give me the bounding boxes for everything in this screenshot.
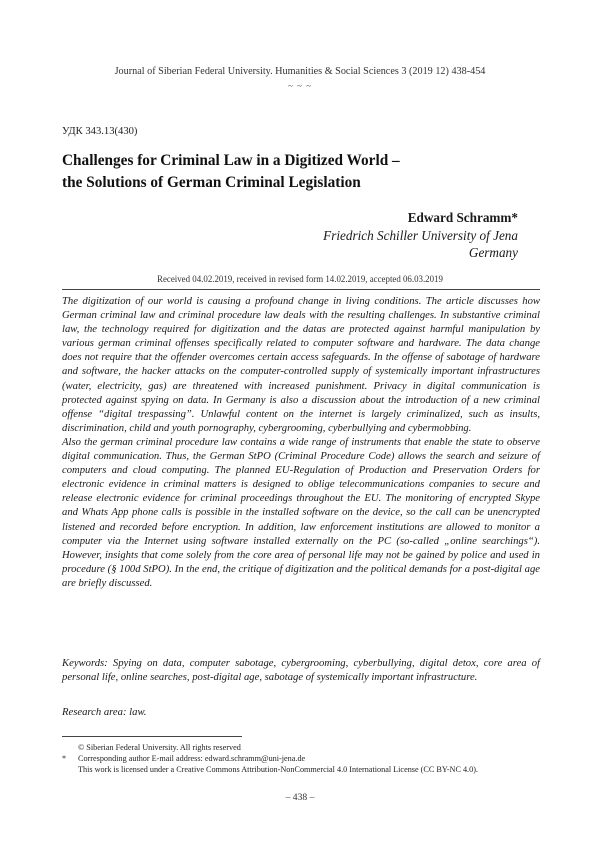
page-number: – 438 – bbox=[285, 792, 315, 803]
author-block bbox=[323, 209, 518, 262]
footnote-divider bbox=[62, 736, 242, 737]
keywords: Keywords: Spying on data, computer sabotage, cybergrooming, cyberbullying, digital detox, core area of personal life, online searches, post-digital age, sabotage of systemically important infrastructure. bbox=[62, 658, 540, 684]
title-line-1: Challenges for Criminal Law in a Digitized World – bbox=[62, 152, 400, 169]
author-country: Germany bbox=[468, 245, 518, 260]
asterisk-mark: * bbox=[62, 754, 67, 764]
research-area: Research area: law. bbox=[62, 707, 147, 718]
header-separator: ~ ~ ~ bbox=[287, 81, 313, 91]
author-affiliation: Friedrich Schiller University of Jena bbox=[323, 227, 518, 243]
footnote-license bbox=[62, 764, 540, 775]
license-text: This work is licensed under a Creative Commons Attribution-NonCommercial 4.0 International License (CC BY-NC 4.0). bbox=[78, 765, 478, 775]
corresponding-author-email: Corresponding author E-mail address: edward.schramm@uni-jena.de bbox=[78, 754, 306, 764]
udc-code: УДК 343.13(430) bbox=[62, 126, 138, 137]
footnote-copyright bbox=[62, 742, 540, 753]
article-title bbox=[62, 150, 532, 194]
title-line-2: the Solutions of German Criminal Legislation bbox=[62, 174, 361, 191]
author-name: Edward Schramm* bbox=[407, 210, 518, 225]
journal-header: Journal of Siberian Federal University. Humanities & Social Sciences 3 (2019 12) 438-454 bbox=[114, 66, 486, 77]
copyright-text: © Siberian Federal University. All rights reserved bbox=[78, 743, 241, 752]
footnote-corresponding bbox=[62, 753, 540, 764]
footnotes bbox=[62, 742, 540, 776]
divider bbox=[62, 289, 540, 290]
received-dates: Received 04.02.2019, received in revised form 14.02.2019, accepted 06.03.2019 bbox=[157, 274, 443, 284]
abstract-paragraph-1: The digitization of our world is causing a profound change in living conditions. The article discusses how German criminal law and criminal procedure law deals with the resulting challenges. In substantive criminal law, the technology required for digitization and the datas are protected against harmful manipulation by various german criminal offenses specifically related to computer software and hardware. The data change does not require that the offender overcomes certain access safeguards. In the offense of sabotage of hardware and software, the hacker attacks on the computer-controlled supply of systemically important infrastructures (water, electricity, gas) are threatened with increased punishment. Privacy in digital communication is protected against spying on data. In Germany is also a discussion about the introduction of a new criminal offense “digital trespassing”. Unlawful content on the internet is largely criminalized, such as insults, discrimination, child and youth pornography, cybergrooming, cyberbullying and cybermobbing. bbox=[62, 296, 540, 434]
abstract-paragraph-2: Also the german criminal procedure law contains a wide range of instruments that enable the state to observe digital communication. Thus, the German StPO (Criminal Procedure Code) allows the search and seizure of computers and cloud computing. The planned EU-Regulation of Production and Preservation Orders for electronic evidence in criminal matters is designed to oblige telecommunications companies to secure and release electronic evidence for criminal proceedings throughout the EU. The monitoring of encrypted Skype and Whats App phone calls is possible in the installed software on the device, so the call can be unencrypted listened and recorded before encryption. In addition, law enforcement institutions are allowed to monitor a computer via the Internet using software installed externally on the PC (so-called „online searchings“). However, insights that come solely from the core area of personal life may not be gained by police and used in procedure (§ 100d StPO). In the end, the critique of digitization and the political demands for a post-digital age are briefly discussed. bbox=[62, 436, 540, 589]
abstract bbox=[62, 295, 540, 591]
